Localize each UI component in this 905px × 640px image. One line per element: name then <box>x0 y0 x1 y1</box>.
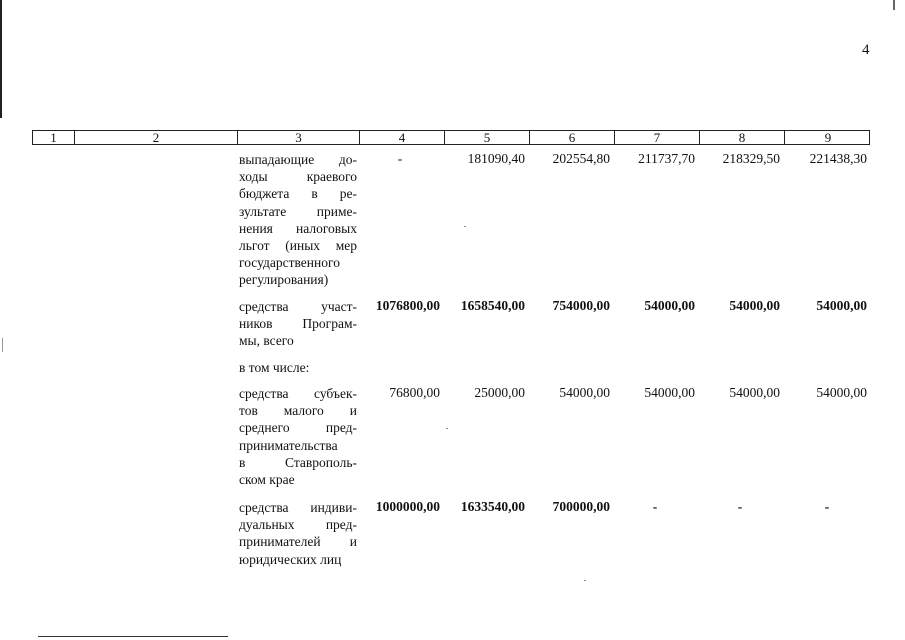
description-line: регулирования) <box>239 272 329 288</box>
header-col-5: 5 <box>445 131 530 144</box>
value-col-5: 1658540,00 <box>460 298 525 313</box>
description-line: средства участ- <box>239 299 357 314</box>
value-col-8: - <box>737 499 743 514</box>
scan-speck <box>584 580 586 581</box>
scan-mark <box>2 338 3 352</box>
description-line: тов малого и <box>239 403 357 419</box>
header-col-1: 1 <box>33 131 75 144</box>
description-line: бюджета в ре- <box>239 186 357 202</box>
description-line: юридических лиц <box>239 551 342 567</box>
header-col-9: 9 <box>824 130 832 145</box>
value-col-6: 202554,80 <box>552 151 610 166</box>
value-col-8: 54000,00 <box>729 385 780 400</box>
value-col-6: 754000,00 <box>552 298 610 313</box>
value-col-9: 221438,30 <box>809 151 867 166</box>
value-col-6: 700000,00 <box>552 499 610 514</box>
value-col-7: - <box>652 499 658 514</box>
header-col-7: 7 <box>615 131 700 144</box>
value-col-4: 1000000,00 <box>375 499 440 514</box>
value-col-7: 211737,70 <box>638 151 695 166</box>
value-col-5: 25000,00 <box>474 385 525 400</box>
description-line: зультате приме- <box>239 203 357 219</box>
header-col-4: 4 <box>360 131 445 144</box>
description-line: выпадающие до- <box>239 152 357 167</box>
description-line: государственного <box>239 255 340 271</box>
description-line: принимателей и <box>239 534 357 550</box>
value-col-5: 1633540,00 <box>460 499 525 514</box>
row-description <box>239 385 357 488</box>
description-line: принимательства <box>239 437 338 453</box>
description-line: льгот (иных мер <box>239 238 357 254</box>
description-line: мы, всего <box>239 333 294 349</box>
value-col-7: 54000,00 <box>644 385 695 400</box>
page-number: 4 <box>862 42 870 58</box>
row-description <box>239 499 357 568</box>
value-col-9: - <box>824 499 830 514</box>
value-col-4: 1076800,00 <box>375 298 440 313</box>
value-col-6: 54000,00 <box>559 385 610 400</box>
value-col-9: 54000,00 <box>816 298 867 313</box>
scan-speck <box>464 226 466 227</box>
description-line: дуальных пред- <box>239 517 357 533</box>
header-col-2: 2 <box>75 131 238 144</box>
table-header-row <box>32 130 870 145</box>
description-line: в Ставрополь- <box>239 454 357 470</box>
row-description <box>239 298 357 350</box>
description-line: нения налоговых <box>239 220 357 236</box>
value-col-8: 218329,50 <box>722 151 780 166</box>
row-description <box>239 151 357 289</box>
scan-speck <box>446 428 448 429</box>
footnote-rule <box>38 636 228 637</box>
header-col-3: 3 <box>238 131 360 144</box>
value-col-8: 54000,00 <box>729 298 780 313</box>
scan-border-right <box>893 0 895 10</box>
value-col-4: - <box>397 151 403 166</box>
description-line: среднего пред- <box>239 420 357 436</box>
subheading-including: в том числе: <box>239 360 310 375</box>
value-col-4: 76800,00 <box>389 385 440 400</box>
description-line: ском крае <box>239 472 295 488</box>
description-line: ходы краевого <box>239 169 357 185</box>
value-col-7: 54000,00 <box>644 298 695 313</box>
description-line: средства индиви- <box>239 500 357 515</box>
value-col-5: 181090,40 <box>467 151 525 166</box>
value-col-9: 54000,00 <box>816 385 867 400</box>
description-line: средства субъек- <box>239 386 357 401</box>
header-col-8: 8 <box>700 131 785 144</box>
header-col-6: 6 <box>530 131 615 144</box>
description-line: ников Програм- <box>239 316 357 332</box>
scan-border-left <box>0 0 2 118</box>
